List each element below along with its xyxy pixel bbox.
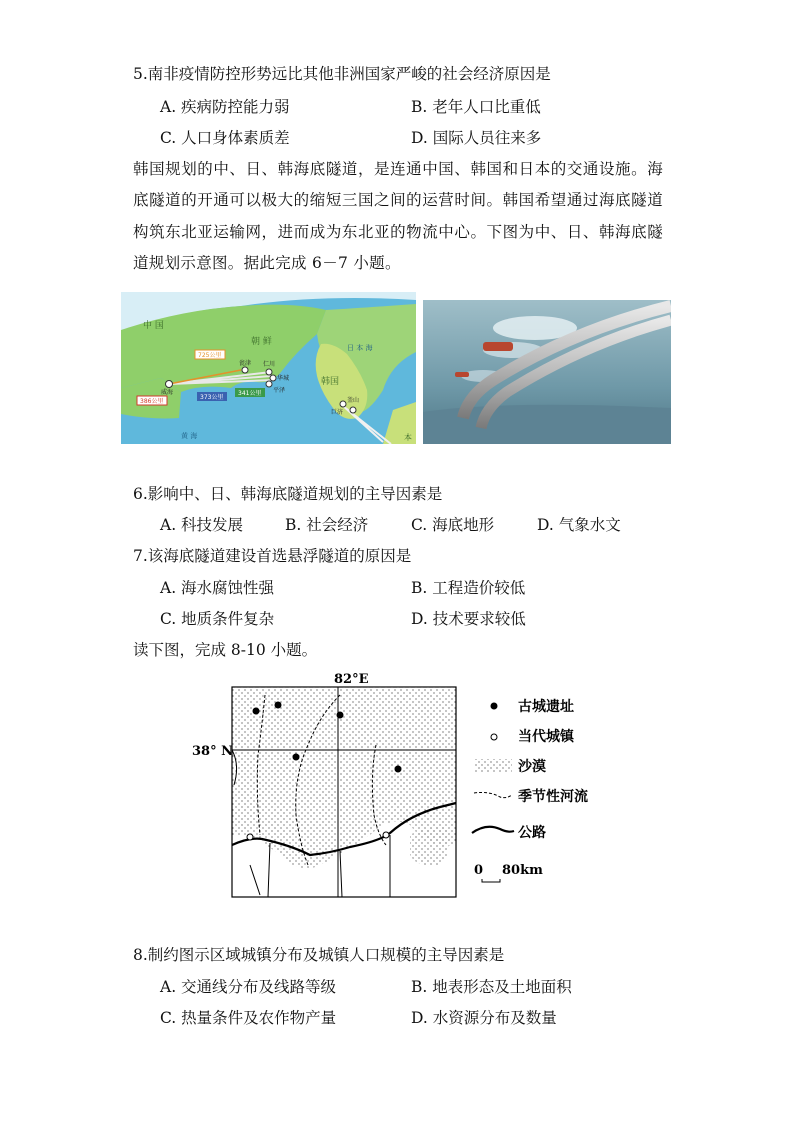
label-japan: 本	[404, 433, 412, 442]
q5-option-a: A. 疾病防控能力弱	[160, 98, 290, 116]
city-weihai: 威海	[161, 389, 174, 396]
q8-option-c: C. 热量条件及农作物产量	[160, 1009, 337, 1027]
label-sea-of-japan: 日 本 海	[347, 344, 373, 352]
ancient-city-3	[337, 712, 344, 719]
latitude-label: 38° N	[192, 744, 233, 759]
city-busan: 釜山	[347, 397, 360, 404]
legend-road: 公路	[518, 825, 546, 841]
q8-option-a: A. 交通线分布及线路等级	[160, 978, 337, 996]
floating-tunnel-image	[423, 300, 671, 444]
ancient-city-4	[293, 754, 300, 761]
ancient-city-1	[253, 708, 260, 715]
passage-tunnel: 韩国规划的中、日、韩海底隧道，是连通中国、韩国和日本的交通设施。海底隧道的开通可以极大的缩短三国之间的运营时间。韩国希望通过海底隧道构筑东北亚运输网，进而成为东北亚的物流中心。下图为中、日、韩海底隧道规划示意图。据此完成 6－7 小题。	[133, 160, 663, 272]
modern-town-1	[247, 834, 253, 840]
legend-ancient-icon	[491, 703, 498, 710]
q8-option-b: B. 地表形态及土地面积	[411, 978, 572, 996]
q6-stem: 6.影响中、日、韩海底隧道规划的主导因素是	[133, 485, 443, 503]
intro-8-10: 读下图，完成 8-10 小题。	[133, 641, 318, 659]
legend-desert: 沙漠	[518, 759, 546, 775]
q7-option-c: C. 地质条件复杂	[160, 610, 275, 628]
q6-option-c: C. 海底地形	[411, 516, 495, 534]
q5-option-d: D. 国际人员往来多	[411, 129, 542, 147]
q8-option-d: D. 水资源分布及数量	[411, 1009, 557, 1027]
q6-option-b: B. 社会经济	[285, 516, 369, 534]
label-south-korea: 韩国	[321, 377, 340, 387]
q5-stem: 5.南非疫情防控形势远比其他非洲国家严峻的社会经济原因是	[133, 65, 551, 83]
distance-373: 373公里	[200, 394, 224, 401]
q7-option-b: B. 工程造价较低	[411, 579, 526, 597]
q7-stem: 7.该海底隧道建设首选悬浮隧道的原因是	[133, 547, 412, 565]
city-ongjin: 瓮津	[239, 360, 252, 367]
legend-modern-icon	[491, 734, 497, 740]
ancient-city-5	[395, 766, 402, 773]
city-pyeongtaek: 平泽	[273, 387, 286, 394]
q7-option-d: D. 技术要求较低	[411, 610, 526, 628]
desert-region-map	[190, 665, 620, 905]
q8-stem: 8.制约图示区域城镇分布及城镇人口规模的主导因素是	[133, 946, 505, 964]
q5-option-b: B. 老年人口比重低	[411, 98, 541, 116]
legend-river-icon	[474, 793, 512, 798]
distance-386: 386公里	[140, 398, 164, 405]
label-yellow-sea: 黄 海	[181, 432, 198, 440]
longitude-label: 82°E	[334, 672, 369, 687]
q7-option-a: A. 海水腐蚀性强	[160, 579, 275, 597]
city-hwaseong: 华城	[277, 375, 290, 382]
q6-option-d: D. 气象水文	[537, 516, 621, 534]
q6-option-a: A. 科技发展	[160, 516, 244, 534]
distance-725: 725公里	[198, 352, 222, 359]
scale-zero: 0	[474, 863, 484, 878]
q5-option-c: C. 人口身体素质差	[160, 129, 290, 147]
tunnel-plan-map	[121, 292, 416, 444]
label-north-korea: 朝 鲜	[251, 337, 272, 347]
scale-bar	[482, 879, 500, 882]
legend-road-icon	[472, 827, 514, 833]
legend-desert-icon	[474, 759, 512, 773]
scale-km: 80km	[502, 863, 543, 878]
label-china: 中 国	[143, 321, 164, 331]
city-geoje: 巨济	[331, 409, 344, 416]
city-incheon: 仁川	[263, 361, 276, 368]
weihai-point	[166, 381, 173, 388]
legend-river: 季节性河流	[518, 789, 588, 805]
ancient-city-2	[275, 702, 282, 709]
legend-modern: 当代城镇	[518, 729, 574, 745]
distance-341: 341公里	[238, 390, 262, 397]
modern-town-2	[383, 832, 389, 838]
legend-ancient: 古城遗址	[518, 699, 574, 715]
